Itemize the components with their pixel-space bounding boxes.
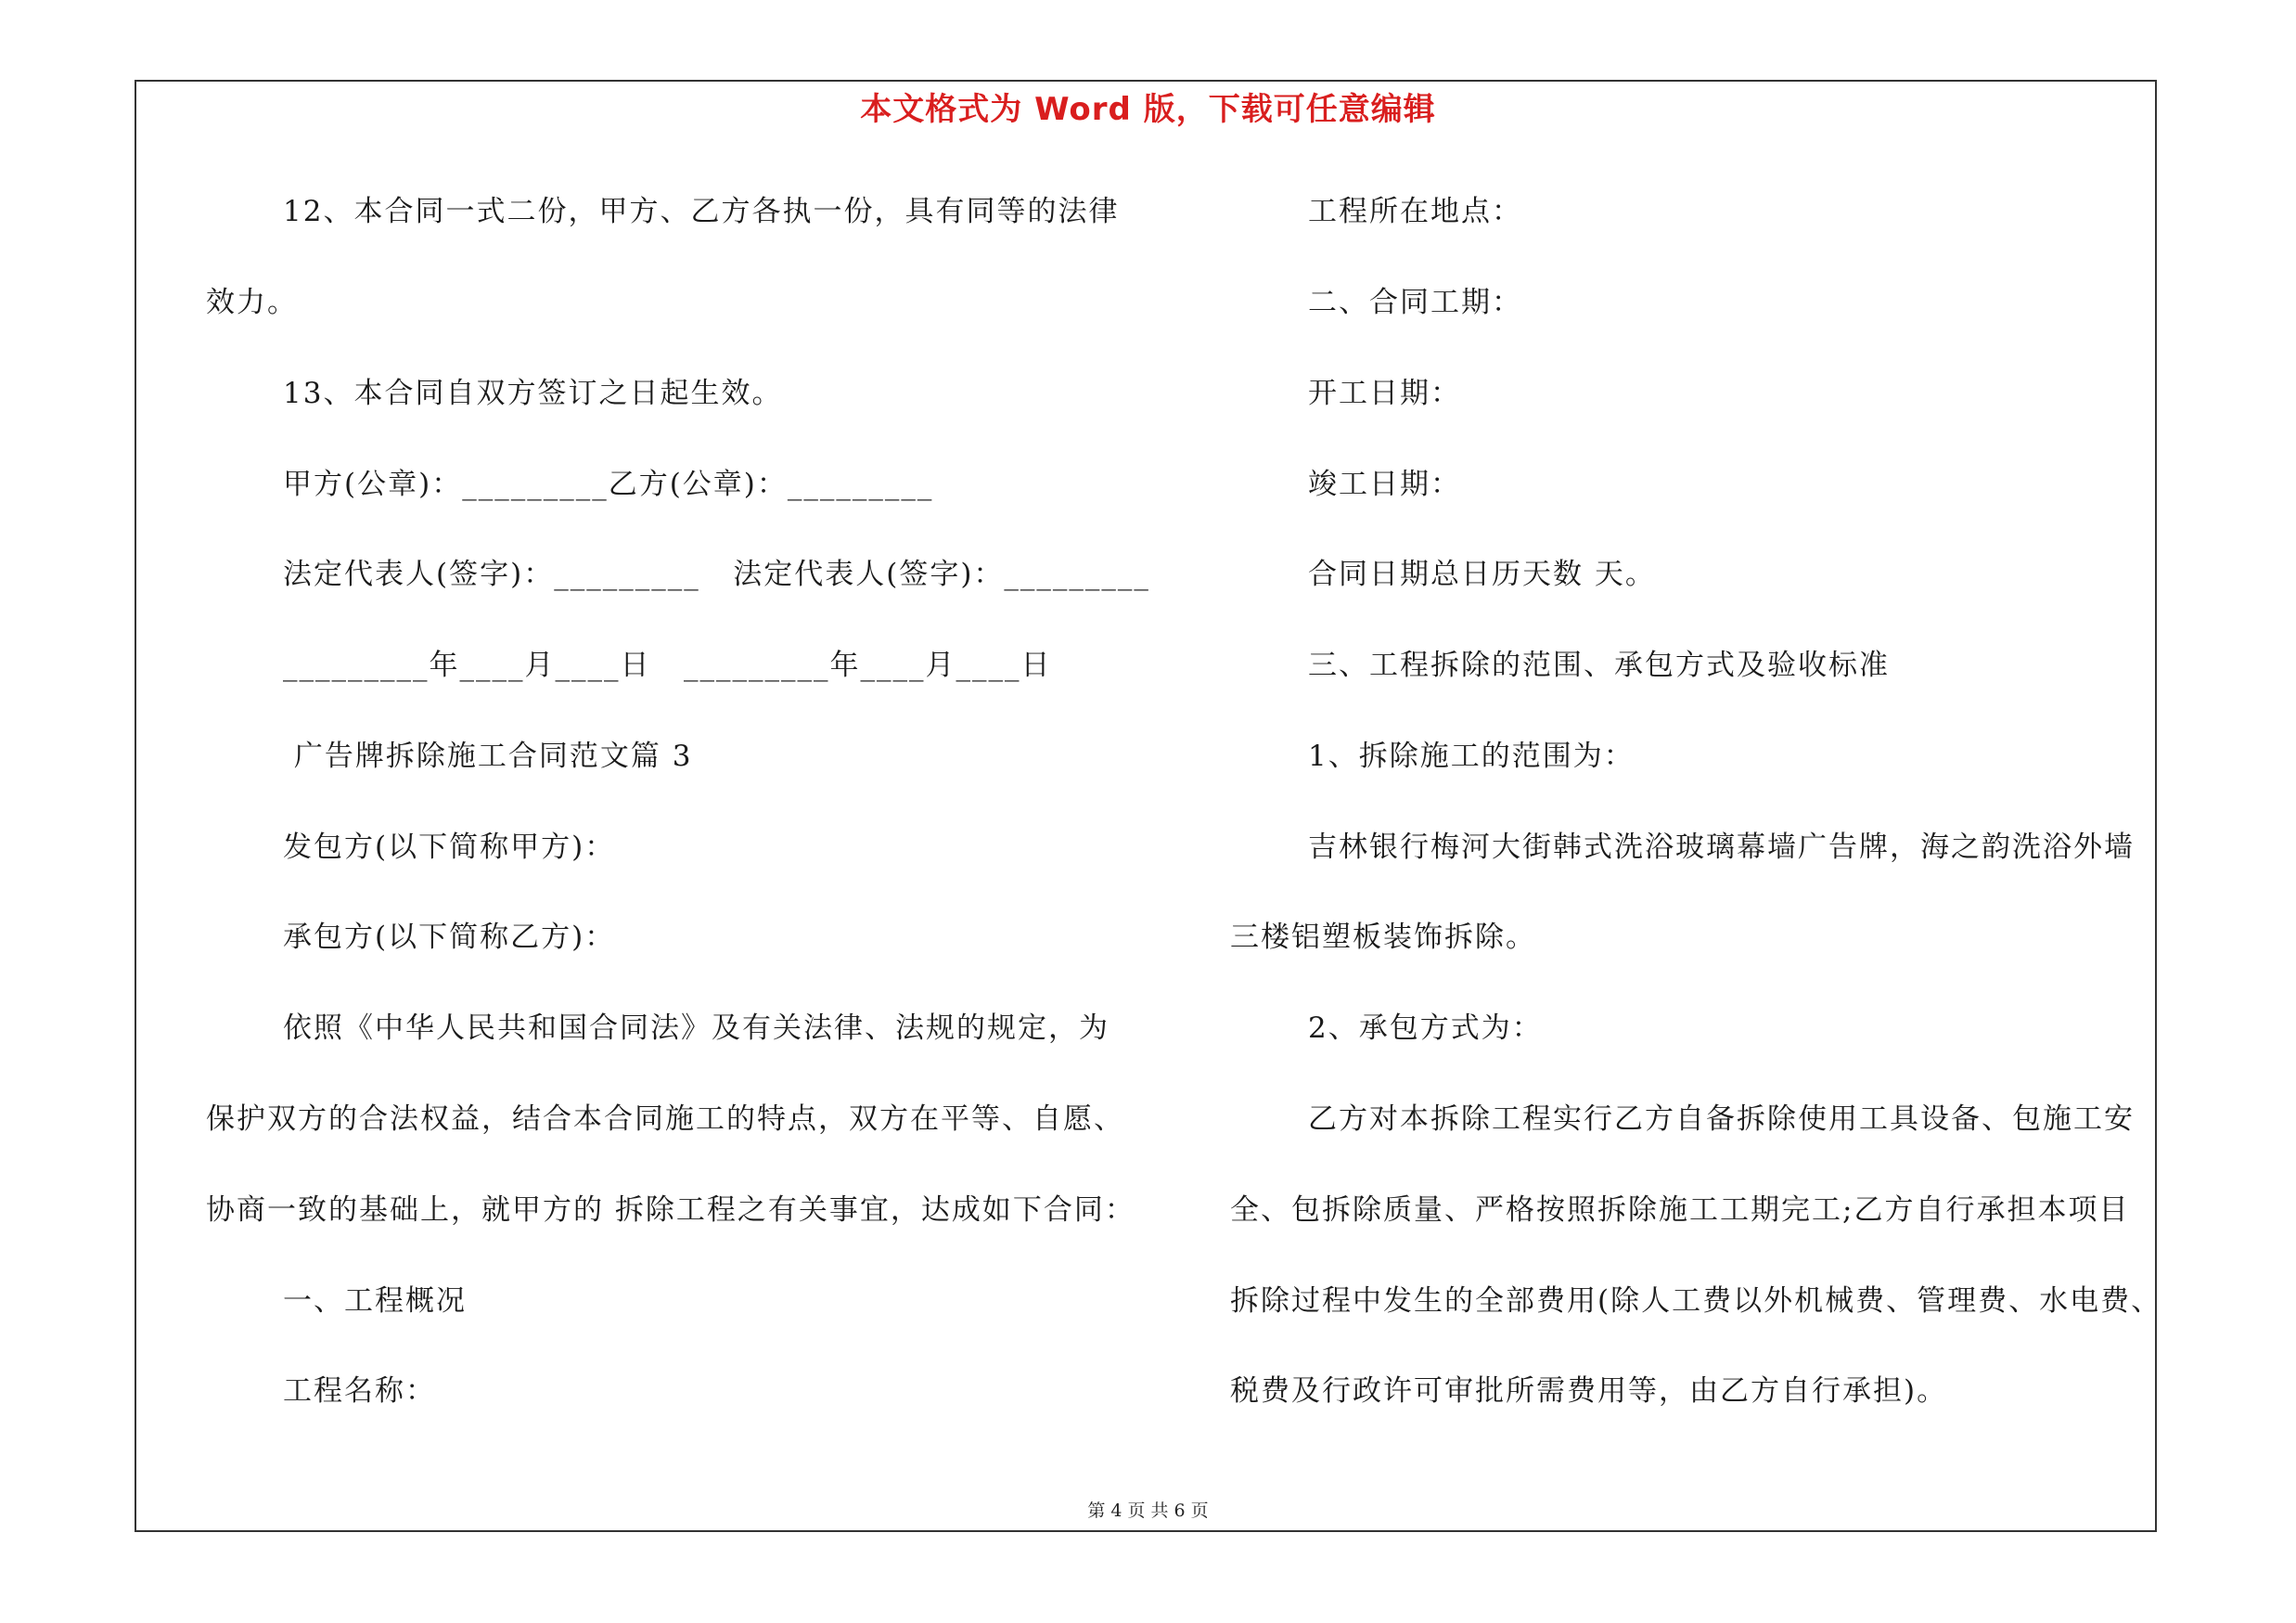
word-format-banner: 本文格式为 Word 版，下载可任意编辑 <box>860 91 1436 128</box>
right-line-7: 1、拆除施工的范围为： <box>1308 740 1635 773</box>
page-number-footer: 第 4 页 共 6 页 <box>1087 1501 1209 1521</box>
left-line-1: 12、本合同一式二份，甲方、乙方各执一份，具有同等的法律 <box>283 195 1120 228</box>
right-line-9: 三楼铝塑板装饰拆除。 <box>1230 921 1536 954</box>
right-line-3: 开工日期： <box>1308 377 1461 410</box>
right-line-13: 拆除过程中发生的全部费用(除人工费以外机械费、管理费、水电费、 <box>1230 1284 2162 1318</box>
left-line-11: 保护双方的合法权益，结合本合同施工的特点，双方在平等、自愿、 <box>206 1102 1124 1136</box>
right-line-12: 全、包拆除质量、严格按照拆除施工工期完工;乙方自行承担本项目 <box>1230 1193 2130 1227</box>
right-line-10: 2、承包方式为： <box>1308 1011 1543 1045</box>
right-line-8: 吉林银行梅河大街韩式洗浴玻璃幕墙广告牌，海之韵洗浴外墙 <box>1308 831 2135 864</box>
left-line-13: 一、工程概况 <box>283 1284 467 1318</box>
left-line-5: 法定代表人(签字)：_________ 法定代表人(签字)：_________ <box>283 558 1150 591</box>
left-line-6: _________年____月____日 _________年____月____日 <box>283 649 1052 682</box>
left-line-9: 承包方(以下简称乙方)： <box>283 921 616 954</box>
right-line-6: 三、工程拆除的范围、承包方式及验收标准 <box>1308 649 1890 682</box>
right-line-14: 税费及行政许可审批所需费用等，由乙方自行承担)。 <box>1230 1374 1948 1408</box>
right-line-1: 工程所在地点： <box>1308 195 1522 228</box>
right-line-4: 竣工日期： <box>1308 468 1461 501</box>
left-line-4: 甲方(公章)：_________乙方(公章)：_________ <box>283 468 934 501</box>
left-line-7: 广告牌拆除施工合同范文篇 3 <box>283 740 693 773</box>
right-line-5: 合同日期总日历天数 天。 <box>1308 558 1656 591</box>
right-line-11: 乙方对本拆除工程实行乙方自备拆除使用工具设备、包施工安 <box>1308 1102 2135 1136</box>
left-line-10: 依照《中华人民共和国合同法》及有关法律、法规的规定，为 <box>283 1011 1110 1045</box>
left-line-12: 协商一致的基础上，就甲方的 拆除工程之有关事宜，达成如下合同： <box>206 1193 1135 1227</box>
left-line-3: 13、本合同自双方签订之日起生效。 <box>283 377 783 410</box>
left-line-2: 效力。 <box>206 286 298 319</box>
right-line-2: 二、合同工期： <box>1308 286 1522 319</box>
left-line-8: 发包方(以下简称甲方)： <box>283 831 616 864</box>
left-line-14: 工程名称： <box>283 1374 436 1408</box>
